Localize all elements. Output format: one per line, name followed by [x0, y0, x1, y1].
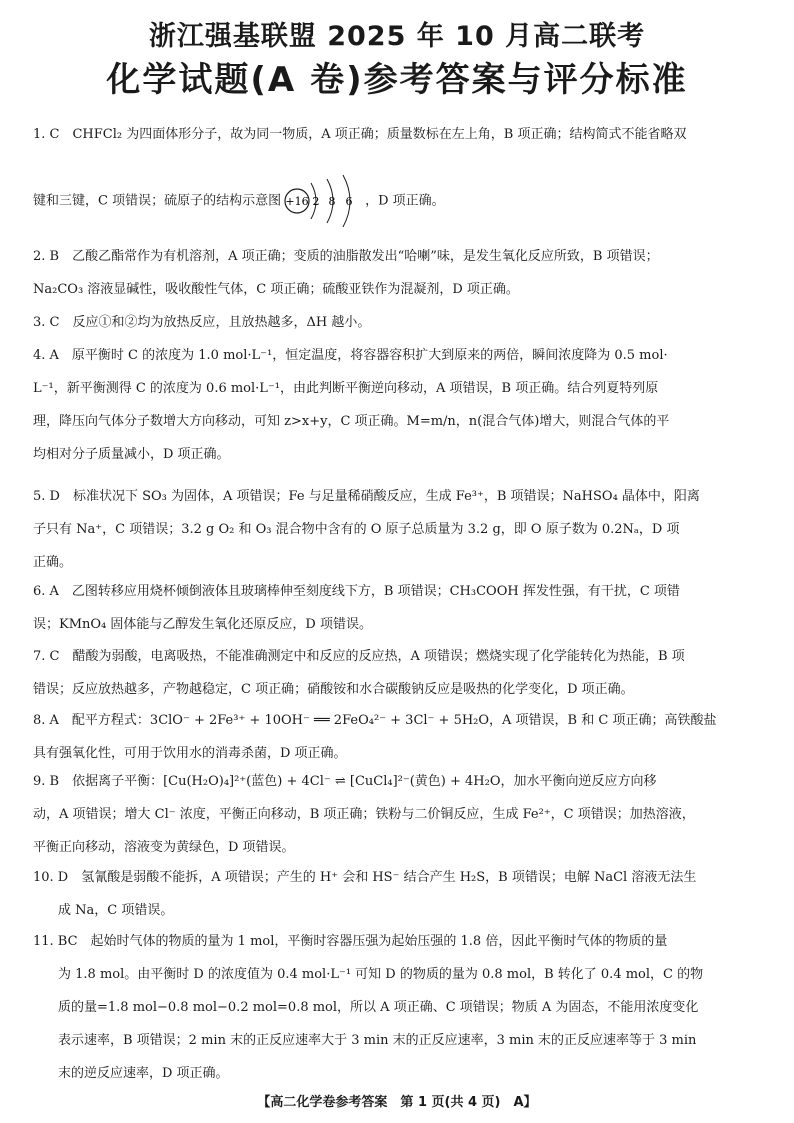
- shell-electrons-2: 8: [328, 195, 336, 208]
- answer-item-2: [33, 240, 763, 306]
- answer-11-line-4: 表示速率，B 项错误；2 min 末的正反应速率大于 3 min 末的正反应速率，3 min 末的正反应速率等于 3 min: [58, 1033, 697, 1048]
- answer-10-line-1: 10. D 氢氰酸是弱酸不能拆，A 项错误；产生的 H⁺ 会和 HS⁻ 结合产生 H₂S，B 项错误；电解 NaCl 溶液无法生: [33, 870, 697, 885]
- answer-9-line-3: 平衡正向移动，溶液变为黄绿色，D 项错误。: [33, 840, 295, 855]
- answer-1-text-a: 键和三键，C 项错误；硫原子的结构示意图: [33, 193, 282, 209]
- answer-9-line-1: 9. B 依据离子平衡：[Cu(H₂O)₄]²⁺(蓝色) + 4Cl⁻ ⇌ [CuCl₄]²⁻(黄色) + 4H₂O，加水平衡向逆反应方向移: [33, 774, 657, 789]
- answer-item-10: [33, 861, 763, 927]
- answer-4-line-2: L⁻¹，新平衡测得 C 的浓度为 0.6 mol·L⁻¹，由此判断平衡逆向移动，A 项错误，B 项正确。结合列夏特列原: [33, 381, 659, 396]
- answer-5-line-1: 5. D 标准状况下 SO₃ 为固体，A 项错误；Fe 与足量稀硝酸反应，生成 Fe³⁺，B 项错误；NaHSO₄ 晶体中，阳离: [33, 489, 700, 504]
- answer-10-line-2: 成 Na，C 项错误。: [58, 903, 174, 918]
- page-footer: 【高二化学卷参考答案 第 1 页(共 4 页) A】: [257, 1095, 537, 1110]
- answer-item-7: [33, 640, 763, 706]
- answer-4-line-4: 均相对分子质量减小，D 项正确。: [33, 447, 230, 462]
- answer-item-11: [33, 925, 763, 1090]
- answer-9-line-2: 动，A 项错误；增大 Cl⁻ 浓度，平衡正向移动，B 项正确；铁粉与二价铜反应，生成 Fe²⁺，C 项错误；加热溶液，: [33, 807, 695, 822]
- answer-item-6: [33, 575, 763, 641]
- shell-electrons-1: 2: [312, 195, 320, 208]
- answer-8-line-2: 具有强氧化性，可用于饮用水的消毒杀菌，D 项正确。: [33, 746, 347, 761]
- answer-item-8: [33, 704, 763, 770]
- answer-1-line-2: [33, 173, 763, 230]
- answer-key-title: 化学试题(A 卷)参考答案与评分标准: [106, 60, 688, 100]
- answer-4-line-1: 4. A 原平衡时 C 的浓度为 1.0 mol·L⁻¹，恒定温度，将容器容积扩大到原来的两倍，瞬间浓度降为 0.5 mol·: [33, 348, 668, 363]
- answer-1-line-1: 1. C CHFCl₂ 为四面体形分子，故为同一物质，A 项正确；质量数标在左上角，B 项正确；结构简式不能省略双: [33, 127, 687, 142]
- answer-4-line-3: 理，降压向气体分子数增大方向移动，可知 z>x+y，C 项正确。M=m/n，n(混合气体)增大，则混合气体的平: [33, 414, 670, 429]
- answer-11-line-3: 质的量=1.8 mol−0.8 mol−0.2 mol=0.8 mol，所以 A 项正确、C 项错误；物质 A 为固态，不能用浓度变化: [58, 1000, 699, 1015]
- answer-6-line-1: 6. A 乙图转移应用烧杯倾倒液体且玻璃棒伸至刻度线下方，B 项错误；CH₃COOH 挥发性强，有干扰，C 项错: [33, 584, 680, 599]
- nucleus-charge: +16: [285, 195, 309, 208]
- answer-6-line-2: 误；KMnO₄ 固体能与乙醇发生氧化还原反应，D 项错误。: [33, 617, 372, 632]
- answer-11-line-5: 末的逆反应速率，D 项正确。: [58, 1066, 229, 1081]
- answer-5-line-2: 子只有 Na⁺，C 项错误；3.2 g O₂ 和 O₃ 混合物中含有的 O 原子总质量为 3.2 g，即 O 原子数为 0.2Nₐ，D 项: [33, 522, 680, 537]
- answer-11-line-2: 为 1.8 mol。由平衡时 D 的浓度值为 0.4 mol·L⁻¹ 可知 D 的物质的量为 0.8 mol，B 转化了 0.4 mol，C 的物: [58, 967, 704, 982]
- answer-7-line-2: 错误；反应放热越多，产物越稳定，C 项正确；硝酸铵和水合碳酸钠反应是吸热的化学变化，D 项正确。: [33, 682, 634, 697]
- answer-5-line-3: 正确。: [33, 555, 73, 570]
- shell-electrons-3: 6: [345, 195, 353, 208]
- answer-item-9: [33, 765, 763, 864]
- answer-3-line-1: 3. C 反应①和②均为放热反应，且放热越多，ΔH 越小。: [33, 315, 371, 330]
- answer-11-line-1: 11. BC 起始时气体的物质的量为 1 mol，平衡时容器压强为起始压强的 1.8 倍，因此平衡时气体的物质的量: [33, 934, 668, 949]
- exam-title: 浙江强基联盟 2025 年 10 月高二联考: [148, 21, 646, 52]
- answer-2-line-1: 2. B 乙酸乙酯常作为有机溶剂，A 项正确；变质的油脂散发出“哈喇”味，是发生氧化反应所致，B 项错误；: [33, 249, 659, 264]
- answer-item-1: [33, 118, 763, 230]
- answer-item-5: [33, 480, 763, 579]
- answer-item-4: [33, 339, 763, 471]
- answer-item-3: [33, 306, 763, 339]
- answer-7-line-1: 7. C 醋酸为弱酸，电离吸热，不能准确测定中和反应的反应热，A 项错误；燃烧实现了化学能转化为热能，B 项: [33, 649, 685, 664]
- sulfur-atom-structure-diagram: [283, 173, 363, 229]
- answer-2-line-2: Na₂CO₃ 溶液显碱性，吸收酸性气体，C 项正确；硫酸亚铁作为混凝剂，D 项正确。: [33, 282, 519, 297]
- answer-1-text-b: ，D 项正确。: [365, 193, 445, 209]
- answer-8-line-1: 8. A 配平方程式：3ClO⁻ + 2Fe³⁺ + 10OH⁻ ══ 2FeO₄²⁻ + 3Cl⁻ + 5H₂O，A 项错误，B 和 C 项正确；高铁酸盐: [33, 713, 717, 728]
